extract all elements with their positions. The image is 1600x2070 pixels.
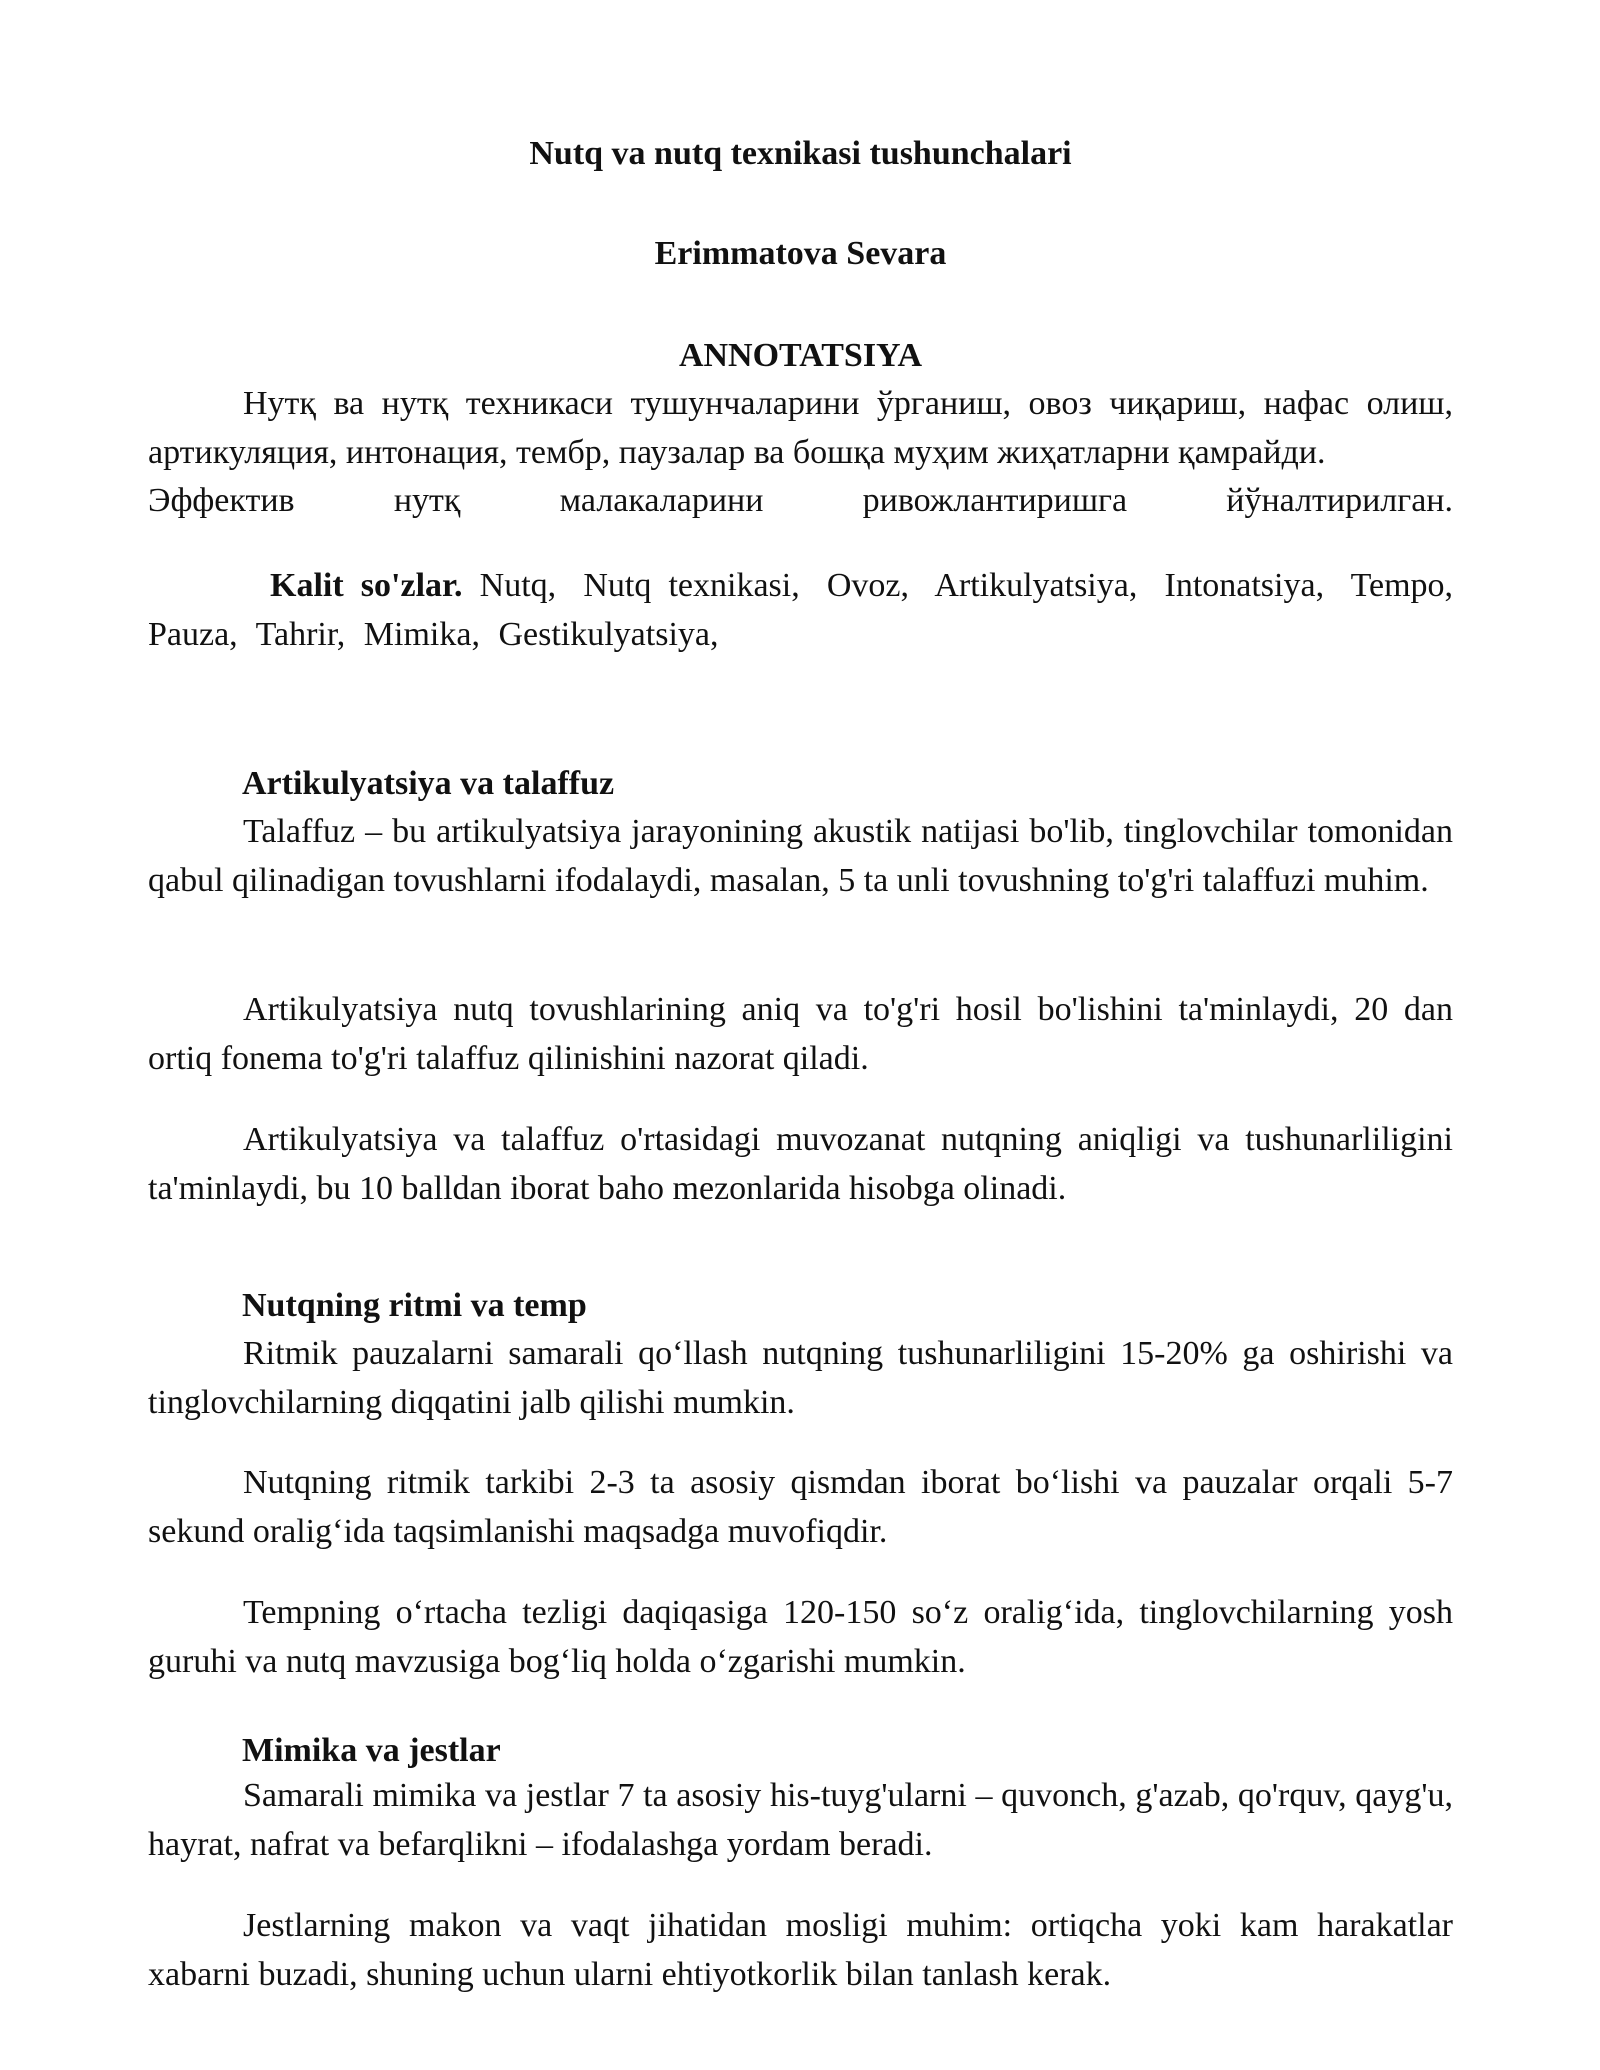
- annotation-text: [148, 380, 1453, 477]
- keyword: Ovoz,: [826, 567, 910, 604]
- author-name: Erimmatova Sevara: [654, 235, 947, 272]
- keyword: Nutq,: [479, 567, 557, 604]
- section-paragraph: Artikulyatsiya va talaffuz o'rtasidagi muvozanat nutqning aniqligi va tushunarliligini ta'minlaydi, bu 10 balldan iborat baho mezonlarida hisobga olinadi.: [148, 1121, 1453, 1207]
- keyword: Pauza,: [148, 615, 238, 653]
- section-heading-mimics: Mimika va jestlar: [242, 1732, 501, 1769]
- keyword: Artikulyatsiya,: [934, 567, 1138, 604]
- section-paragraph: Ritmik pauzalarni samarali qoʻllash nutqning tushunarliligini 15-20% ga oshirishi va tinglovchilarning diqqatini jalb qilishi mumkin.: [148, 1335, 1453, 1421]
- annotation-text-main: Нутқ ва нутқ техникаси тушунчаларини ўрганиш, овоз чиқариш, нафас олиш, артикуляция, интонация, тембр, паузалар ва бошқа муҳим жиҳатларни қамрайди.: [148, 385, 1453, 471]
- section-paragraph: Tempning oʻrtacha tezligi daqiqasiga 120-150 soʻz oraligʻida, tinglovchilarning yosh guruhi va nutq mavzusiga bogʻliq holda oʻzgarishi mumkin.: [148, 1594, 1453, 1680]
- keyword: Nutq texnikasi,: [583, 567, 800, 604]
- keywords-label: Kalit so'zlar.: [270, 567, 463, 604]
- section-heading-rhythm: Nutqning ritmi va temp: [242, 1287, 587, 1324]
- keyword: Tahrir,: [255, 615, 346, 653]
- section-paragraph: Samarali mimika va jestlar 7 ta asosiy his-tuyg'ularni – quvonch, g'azab, qo'rquv, qayg'u, hayrat, nafrat va befarqlikni – ifodalashga yordam beradi.: [148, 1777, 1453, 1863]
- section-paragraph: Jestlarning makon va vaqt jihatidan mosligi muhim: ortiqcha yoki kam harakatlar xabarni buzadi, shuning uchun ularni ehtiyotkorlik bilan tanlash kerak.: [148, 1907, 1453, 1993]
- annotation-heading: ANNOTATSIYA: [678, 337, 923, 374]
- keyword: Intonatsiya,: [1164, 567, 1325, 604]
- section-paragraph: Nutqning ritmik tarkibi 2-3 ta asosiy qismdan iborat boʻlishi va pauzalar orqali 5-7 sekund oraligʻida taqsimlanishi maqsadga muvofiqdir.: [148, 1464, 1453, 1550]
- keywords-paragraph: [148, 562, 1453, 659]
- section-paragraph: Talaffuz – bu artikulyatsiya jarayonining akustik natijasi bo'lib, tinglovchilar tomonidan qabul qilinadigan tovushlarni ifodalaydi, masalan, 5 ta unli tovushning to'g'ri talaffuzi muhim.: [148, 813, 1453, 899]
- section-heading-articulation: Artikulyatsiya va talaffuz: [242, 765, 615, 802]
- keyword: Tempo,: [1350, 567, 1454, 604]
- annotation-text-last: Эффектив нутқ малакаларини ривожлантиришга йўналтирилган.: [148, 482, 1453, 519]
- keyword: Mimika,: [363, 615, 480, 653]
- section-paragraph: Artikulyatsiya nutq tovushlarining aniq va to'g'ri hosil bo'lishini ta'minlaydi, 20 dan ortiq fonema to'g'ri talaffuz qilinishini nazorat qiladi.: [148, 991, 1453, 1077]
- document-title: Nutq va nutq texnikasi tushunchalari: [529, 135, 1072, 172]
- keyword: Gestikulyatsiya,: [498, 615, 719, 653]
